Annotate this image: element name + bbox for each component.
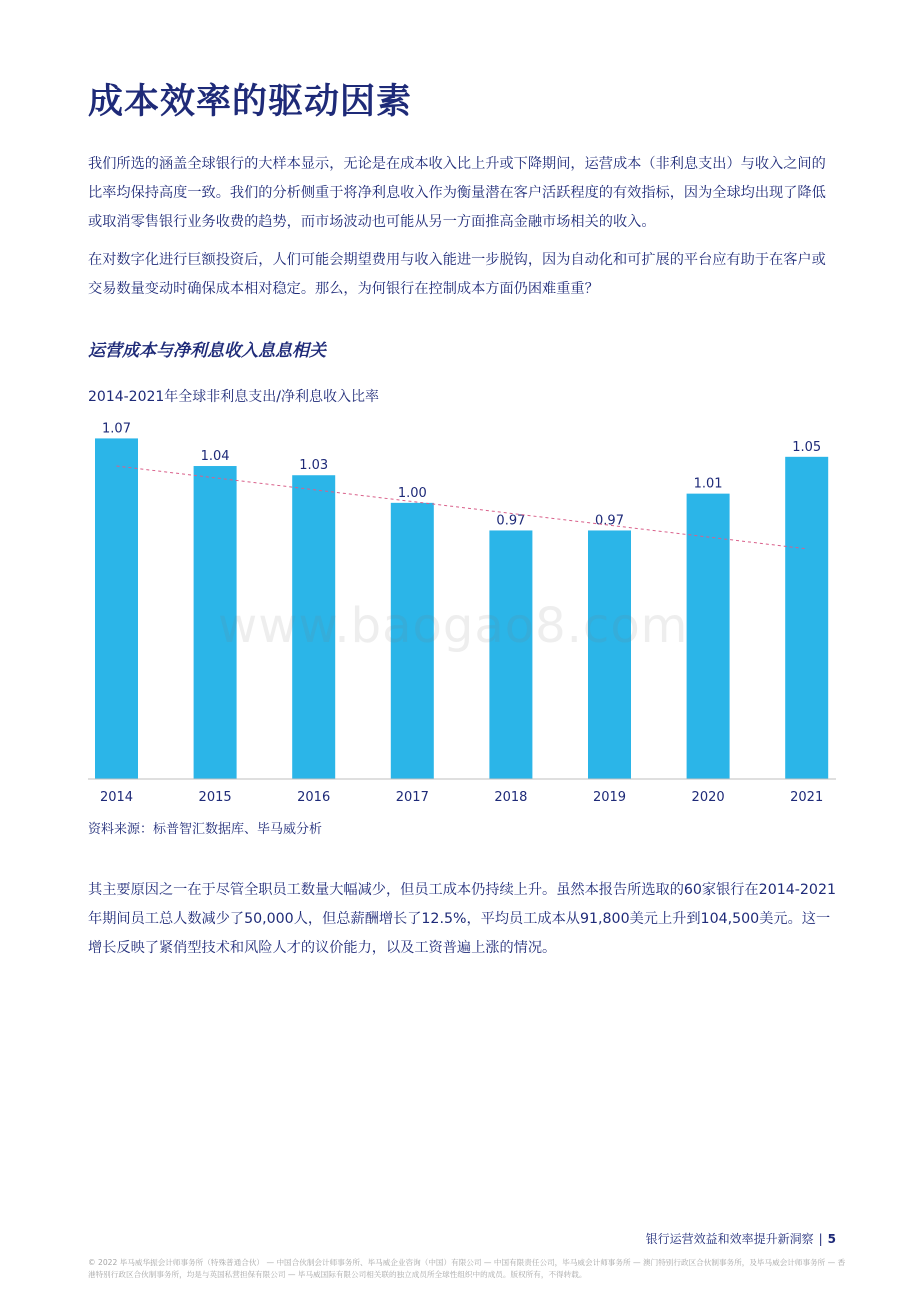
data-label-2017: 1.00	[397, 485, 427, 501]
footer-separator: |	[818, 1232, 823, 1246]
page-title: 成本效率的驱动因素	[88, 82, 413, 122]
bar-2018	[489, 530, 532, 779]
data-label-2021: 1.05	[792, 439, 822, 455]
footer-report-title: 银行运营效益和效率提升新洞察	[645, 1232, 814, 1246]
intro-paragraph: 我们所选的涵盖全球银行的大样本显示，无论是在成本收入比上升或下降期间，运营成本（非利息支出）与收入之间的比率均保持高度一致。我们的分析侧重于将净利息收入作为衡量潜在客户活跃程度的有效指标，因为全球均出现了降低或取消零售银行业务收费的趋势，而市场波动也可能从另一方面推高金融市场相关的收入。	[88, 156, 826, 230]
x-tick-2015: 2015	[198, 790, 232, 805]
data-label-2019: 0.97	[595, 513, 624, 529]
legal-notice: © 2022 毕马威华振会计师事务所（特殊普通合伙） — 中国合伙制会计师事务所、毕马威企业咨询（中国）有限公司 — 中国有限责任公司，毕马威会计师事务所 — 澳门特别行政区合伙制事务所，及毕马威会计师事务所 — 香港特别行政区合伙制事务所，均是与英国私营担保有限公司 — 毕马威国际有限公司相关联的独立成员所全球性组织中的成员。版权所有，不得转载。	[88, 1258, 846, 1279]
x-tick-2019: 2019	[592, 790, 627, 805]
bar-2019	[588, 530, 631, 779]
bar-2014	[95, 438, 138, 779]
chart-title: 2014-2021年全球非利息支出/净利息收入比率	[88, 389, 380, 405]
data-label-2014: 1.07	[102, 421, 131, 437]
x-tick-2017: 2017	[395, 790, 429, 805]
x-tick-2016: 2016	[297, 790, 331, 805]
x-tick-2018: 2018	[494, 790, 528, 805]
x-tick-2021: 2021	[790, 790, 824, 805]
bar-2021	[785, 457, 828, 779]
x-tick-2014: 2014	[99, 790, 134, 805]
chart-source: 资料来源：标普智汇数据库、毕马威分析	[88, 822, 323, 837]
data-label-2016: 1.03	[299, 458, 329, 474]
watermark: www.baogao8.com	[218, 598, 689, 654]
page-number: 5	[827, 1232, 836, 1246]
analysis-paragraph: 其主要原因之一在于尽管全职员工数量大幅减少，但员工成本仍持续上升。虽然本报告所选取的60家银行在2014-2021年期间员工总人数减少了50,000人，但总薪酬增长了12.5%，平均员工成本从91,800美元上升到104,500美元。这一增长反映了紧俏型技术和风险人才的议价能力，以及工资普遍上涨的情况。	[88, 882, 837, 956]
bar-2020	[687, 494, 730, 779]
section-title: 运营成本与净利息收入息息相关	[88, 341, 326, 361]
data-label-2020: 1.01	[693, 476, 723, 492]
x-tick-2020: 2020	[691, 790, 725, 805]
question-paragraph: 在对数字化进行巨额投资后，人们可能会期望费用与收入能进一步脱钩，因为自动化和可扩展的平台应有助于在客户或交易数量变动时确保成本相对稳定。那么，为何银行在控制成本方面仍困难重重？	[88, 252, 826, 297]
data-label-2015: 1.04	[200, 449, 230, 465]
data-label-2018: 0.97	[496, 513, 526, 529]
footer	[646, 1230, 836, 1247]
